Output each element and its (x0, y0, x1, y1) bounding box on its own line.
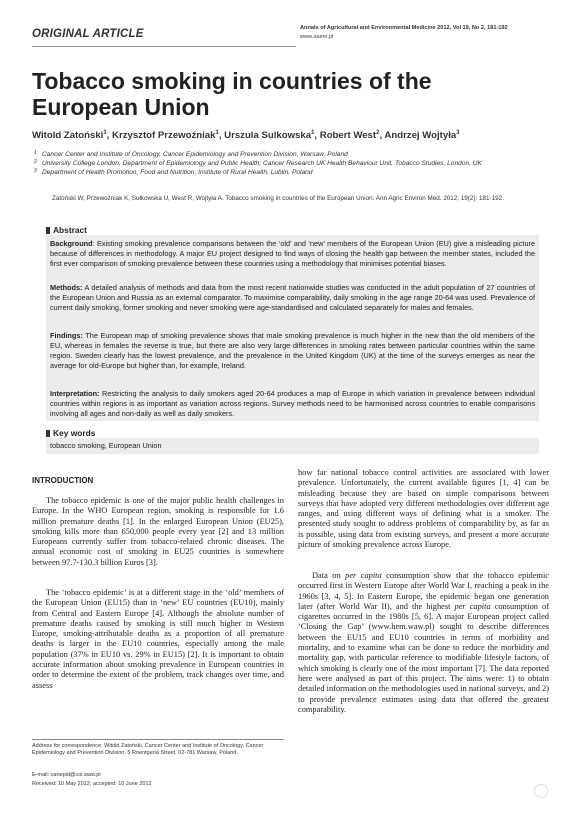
intro-paragraph (298, 571, 549, 715)
author-affiliation-number: 3 (456, 130, 460, 136)
emphasis: per capita (454, 601, 491, 611)
author-list: Witold Zatoński$^1$, Krzysztof Przewoźniak$^1$, Urszula Sulkowska$^1$, Robert West$^2$, Andrzej Wojtyła$^3$ (32, 130, 460, 142)
intro-paragraph: The tobacco epidemic is one of the major public health challenges in Europe. In the WHO European region, smoking is responsible for 1.6 million premature deaths [1]. In the enlarged European Union (EU25), smoking kills more than 650,000 people every year [2] and 13 million Europeans currently suffer from tobacco-related chronic diseases. The annual economic cost of smoking in EU25 countries is somewhere between 97.7-130.3 billion Euros [3]. (32, 496, 284, 567)
journal-url[interactable]: www.aaem.pl (300, 34, 334, 40)
author-name: Krzysztof Przewoźniak (112, 130, 216, 142)
correspondence-address: Address for correspondence: Witold Zatoński, Cancer Center and Institute of Oncology, Cancer Epidemiology and Prevention Division, 5 Roentgena Street, 02-781 Warsaw, Poland. (32, 743, 264, 757)
abstract-background (50, 239, 535, 269)
affiliations (32, 150, 556, 177)
section-label: ORIGINAL ARTICLE (32, 28, 144, 40)
affiliation-text: University College London, Department of Epidemiology and Public Health; Cancer Research UK Health Behaviour Unit, Tobacco Studies, London, UK (42, 160, 482, 167)
intro-paragraph: The ‘tobacco epidemic’ is at a different stage in the ‘old’ members of the European Union (EU15) than in ‘new’ EU countries (EU10), mainly from Central and Eastern Europe [4]. Although the absolute number of premature deaths caused by smoking is still much higher in Western Europe, smoking-attributable deaths as a proportion of all premature deaths is larger in the EU10 countries, especially among the male population (37% in EU10 vs. 29% in EU15) [2]. It is important to obtain accurate information about smoking prevalence in European countries in order to determine the extent of the problem, track changes over time, and assess (32, 588, 284, 690)
text-run: consumption show that the tobacco epidemic occurred first in Western Europe after World War I, reaching a peak in the 1960s [3, 4, 5]. In Eastern Europe, the epidemic began one generation later (after World War II), and the highest (298, 571, 549, 611)
background-text: : Existing smoking prevalence comparisons between the ‘old’ and ‘new’ members of the European Union (EU) give a misleading picture because of differences in methodology. A major EU project designed to find ways of closing the health gap between the member states, included the first ever comparison of smoking prevalence between these countries using a methodology that minimises potential biases. (50, 239, 535, 268)
abstract-heading-text: Abstract (53, 225, 87, 235)
findings-label: Findings: (50, 331, 83, 340)
interpretation-text: Restricting the analysis to daily smokers aged 20-64 produces a map of Europe in which variation in prevalence between individual countries within regions is as important as variation across regions. Survey methods need to be harmonised across countries to enable comparisons involving all ages and non-daily as well as daily smokers. (50, 389, 535, 418)
keywords-text: tobacco smoking, European Union (50, 441, 162, 450)
corner-logo-icon (534, 784, 548, 798)
affiliation-number: 1 (34, 150, 37, 156)
abstract-findings (50, 331, 535, 371)
methods-text: A detailed analysis of methods and data from the most recent nationwide studies was conducted in the adult population of 27 countries of the European Union and Russia as an external comparator. To maximise comparability, daily smoking in the age range 20-64 was used. Prevalence of current daily smoking, former smoking and never smoking were age-standardised and calculated separately for males and females. (50, 283, 535, 312)
affiliation (32, 150, 556, 159)
affiliation-number: 2 (34, 159, 37, 165)
affiliation (32, 168, 556, 177)
correspondence-email[interactable]: E-mail: canepid@coi.waw.pl (32, 772, 101, 778)
author-name: Robert West (319, 130, 377, 142)
footnote-rule (32, 739, 284, 740)
author-affiliation-number: 1 (103, 130, 107, 136)
affiliation-text: Department of Health Promotion, Food and Nutrition, Institute of Rural Health, Lublin, Poland (42, 169, 313, 176)
affiliation-number: 3 (34, 168, 37, 174)
abstract-interpretation (50, 389, 535, 419)
emphasis: per capita (345, 571, 382, 580)
citation: Zatoński W, Przewoźniak K, Sułkowska U, West R, Wojtyła A. Tobacco smoking in countries of the European Union. Ann Agric Environ Med. 2012; 19(2): 181-192. (52, 195, 504, 202)
affiliation (32, 159, 556, 168)
author-name: Witold Zatoński (32, 130, 104, 142)
author-affiliation-number: 1 (311, 130, 315, 136)
author-affiliation-number: 1 (215, 130, 219, 136)
journal-reference: Annals of Agricultural and Environmental Medicine 2012, Vol 19, No 2, 181-192 (300, 25, 508, 31)
background-label: Background (50, 239, 93, 248)
heading-marker (46, 227, 50, 234)
findings-text: The European map of smoking prevalence shows that male smoking prevalence is much higher in the new than the old members of the EU, whereas in females the reverse is true, but there are also very large differences in smoking rates between particular countries within the same region. Sweden clearly has the lowest prevalence, and the prevalence in the United Kingdom (UK) at the time of the surveys emerges as near the average for old-Europe but higher than, for example, Ireland. (50, 331, 535, 370)
abstract-methods (50, 283, 535, 313)
interpretation-label: Interpretation: (50, 389, 100, 398)
author-name: Andrzej Wojtyła (384, 130, 457, 142)
intro-paragraph: how far national tobacco control activities are associated with lower prevalence. Unfortunately, the current available figures [1, 4] can be misleading because they are based on simple comparisons between surveys that have adopted very different methodologies over different age ranges, and using different ways of defining what is a smoker. The presented study sought to address problems of comparability by, as far as is possible, using data from existing surveys, and present a more accurate picture of smoking prevalence across Europe. (298, 468, 549, 550)
received-dates: Received: 10 May 2012; accepted: 10 June 2012 (32, 781, 152, 787)
keywords-heading (46, 428, 95, 438)
introduction-heading: INTRODUCTION (32, 476, 94, 485)
article-title: Tobacco smoking in countries of the European Union (32, 68, 432, 120)
header-rule (32, 46, 296, 47)
abstract-heading (46, 225, 87, 235)
text-run: Data on (312, 571, 346, 580)
affiliation-text: Cancer Center and Institute of Oncology, Cancer Epidemiology and Prevention Division, Warsaw, Poland (42, 151, 348, 158)
author-affiliation-number: 2 (376, 130, 380, 136)
keywords-heading-text: Key words (53, 428, 96, 438)
heading-marker (46, 430, 50, 437)
methods-label: Methods: (50, 283, 83, 292)
text-run: consumption of cigarettes occurred in the 1980s [5, 6]. A major European project called ‘Closing the Gap’ (www.hem.waw.pl) sought to describe differences between the EU15 and EU10 countries in terms of morbidity and mortality, and to examine what can be done to reduce the morbidity and mortality gap, with particular reference to modifiable lifestyle factors, of which smoking is clearly one of the most important [7]. The data reported here were analysed as part of this project. The aims were: 1) to obtain detailed information on the methodologies used in national surveys, and 2) to provide prevalence estimates using data that offered the greatest comparability. (298, 601, 549, 714)
author-name: Urszula Sulkowska (224, 130, 312, 142)
